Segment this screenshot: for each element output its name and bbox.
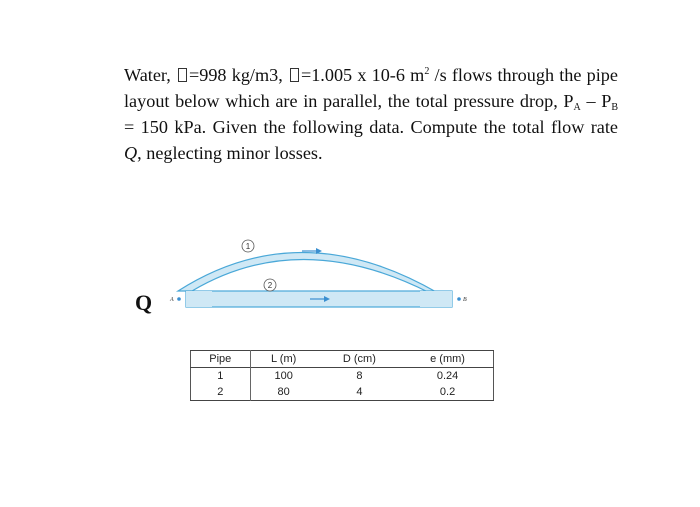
viscosity-text: =1.005 x 10-6 m [300, 65, 425, 85]
table-row [191, 368, 494, 385]
subscript-b: B [611, 102, 618, 113]
cell-length: 100 [274, 370, 293, 382]
cell-pipe: 1 [191, 368, 251, 385]
minus-p-text: – P [580, 91, 612, 111]
pressure-drop-text: = 150 kPa. Given the following data. Compute the total flow rate [124, 117, 618, 137]
header-pipe: Pipe [191, 351, 251, 368]
cell-roughness: 0.24 [436, 370, 459, 382]
cell-pipe: 2 [191, 384, 251, 401]
viscosity-exponent: 2 [424, 66, 430, 77]
table-row [191, 384, 494, 401]
point-b-dot [457, 297, 461, 301]
flow-rate-symbol: Q [124, 143, 138, 163]
pipe-data-table [190, 350, 494, 401]
problem-text-end: , neglecting minor losses. [137, 143, 323, 163]
pipe-2-marker: 2 [267, 281, 273, 290]
header-roughness: e (mm) [430, 353, 465, 365]
outlet-pipe [420, 291, 452, 307]
density-text: =998 kg/m3, [188, 65, 288, 85]
subscript-a: A [573, 102, 581, 113]
flow-q-label: Q [135, 290, 153, 315]
point-a-label: A [170, 297, 174, 303]
inlet-pipe [186, 291, 212, 307]
header-diameter: D (cm) [342, 353, 376, 365]
table-header-row [191, 351, 494, 368]
cell-length: 80 [277, 386, 290, 398]
pipe-1-marker: 1 [245, 242, 251, 251]
cell-roughness: 0.2 [439, 386, 456, 398]
viscosity-unit-text: /s flows through the pipe layout below which are in parallel, the total pressure drop, P [124, 65, 618, 111]
header-length: L (m) [271, 353, 297, 365]
nu-symbol-icon [290, 68, 299, 82]
pipe-1 [178, 252, 438, 293]
pipe-diagram [130, 235, 490, 325]
point-b-label: B [463, 297, 467, 303]
problem-text-start: Water, [124, 65, 176, 85]
rho-symbol-icon [178, 68, 187, 82]
problem-statement [124, 62, 618, 166]
point-a-dot [177, 297, 181, 301]
cell-diameter: 8 [356, 370, 363, 382]
cell-diameter: 4 [356, 386, 363, 398]
